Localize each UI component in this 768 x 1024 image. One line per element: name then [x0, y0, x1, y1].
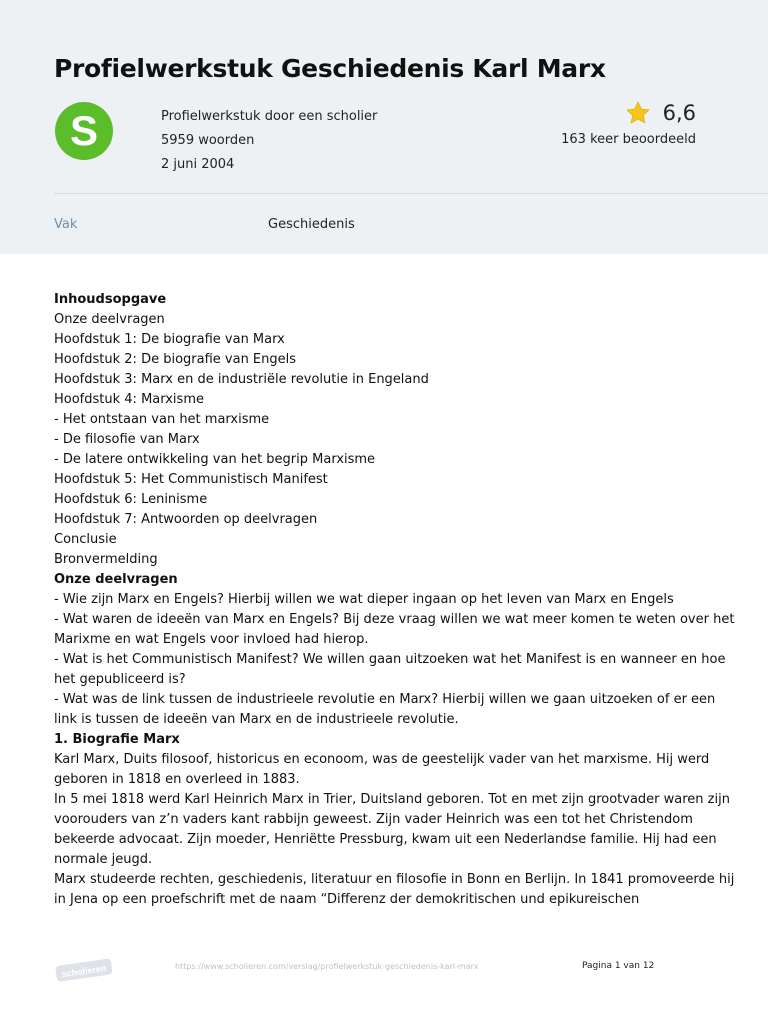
paragraph: - Het ontstaan van het marxisme: [54, 412, 270, 427]
paragraph: Hoofdstuk 5: Het Communistisch Manifest: [54, 472, 328, 487]
subject-label: Vak: [54, 217, 78, 232]
paragraph: Bronvermelding: [54, 552, 158, 567]
scholieren-logo: [54, 101, 114, 161]
page-number: Pagina 1 van 12: [582, 961, 655, 971]
paragraph: - De latere ontwikkeling van het begrip Marxisme: [54, 452, 376, 467]
paragraph: - Wat waren de ideeën van Marx en Engels? Bij deze vraag willen we wat meer komen te weten over het Marixme en wat Engels voor invloed had hierop.: [54, 612, 735, 647]
rating-count: 163 keer beoordeeld: [561, 132, 696, 147]
paragraph: - Wat is het Communistisch Manifest? We willen gaan uitzoeken wat het Manifest is en wanneer en hoe het gepubliceerd is?: [54, 652, 726, 687]
document-meta: [161, 105, 377, 177]
page-title: Profielwerkstuk Geschiedenis Karl Marx: [54, 54, 606, 83]
paragraph: Hoofdstuk 2: De biografie van Engels: [54, 352, 297, 367]
footer-url[interactable]: https://www.scholieren.com/verslag/profielwerkstuk-geschiedenis-karl-marx: [175, 962, 479, 971]
paragraph: Hoofdstuk 1: De biografie van Marx: [54, 332, 285, 347]
paragraph: - De filosofie van Marx: [54, 432, 200, 447]
logo-letter: S: [69, 107, 99, 154]
paragraph: Hoofdstuk 3: Marx en de industriële revolutie in Engeland: [54, 372, 429, 387]
rating: [561, 100, 696, 147]
paragraph: In 5 mei 1818 werd Karl Heinrich Marx in Trier, Duitsland geboren. Tot en met zijn grootvader waren zijn voorouders van z’n vaders kant rabbijn geweest. Zijn vader Heinrich was een tot het Christendom bekeerde advocaat. Zijn moeder, Henriëtte Pressburg, kwam uit een Nederlandse familie. Hij had een normale jeugd.: [54, 792, 730, 867]
section-heading: Inhoudsopgave: [54, 292, 167, 307]
paragraph: Hoofdstuk 6: Leninisme: [54, 492, 208, 507]
document-body: [54, 290, 739, 910]
document-type: Profielwerkstuk door een scholier: [161, 109, 378, 124]
paragraph: Hoofdstuk 7: Antwoorden op deelvragen: [54, 512, 318, 527]
paragraph: Marx studeerde rechten, geschiedenis, literatuur en filosofie in Bonn en Berlijn. In 1841 promoveerde hij in Jena op een proefschrift met de naam “Differenz der demokritischen und epikureischen: [54, 872, 735, 907]
footer-logo-text: scholieren: [61, 963, 108, 980]
publish-date: 2 juni 2004: [161, 157, 235, 172]
paragraph: Karl Marx, Duits filosoof, historicus en econoom, was de geestelijk vader van het marxisme. Hij werd geboren in 1818 en overleed in 1883.: [54, 752, 710, 787]
subject-value: Geschiedenis: [268, 217, 355, 232]
paragraph: - Wie zijn Marx en Engels? Hierbij willen we wat dieper ingaan op het leven van Marx en Engels: [54, 592, 674, 607]
paragraph: Hoofdstuk 4: Marxisme: [54, 392, 204, 407]
section-heading: 1. Biografie Marx: [54, 732, 180, 747]
section-heading: Onze deelvragen: [54, 572, 178, 587]
rating-score: 6,6: [662, 101, 696, 125]
paragraph: Conclusie: [54, 532, 117, 547]
paragraph: - Wat was de link tussen de industrieele revolutie en Marx? Hierbij willen we gaan uitzoeken of er een link is tussen de ideeën van Marx en de industrieele revolutie.: [54, 692, 716, 727]
paragraph: Onze deelvragen: [54, 312, 165, 327]
header-divider: [54, 193, 768, 194]
star-icon: [625, 100, 651, 126]
document-header: [0, 0, 768, 254]
footer-logo: [54, 956, 116, 986]
word-count: 5959 woorden: [161, 133, 255, 148]
